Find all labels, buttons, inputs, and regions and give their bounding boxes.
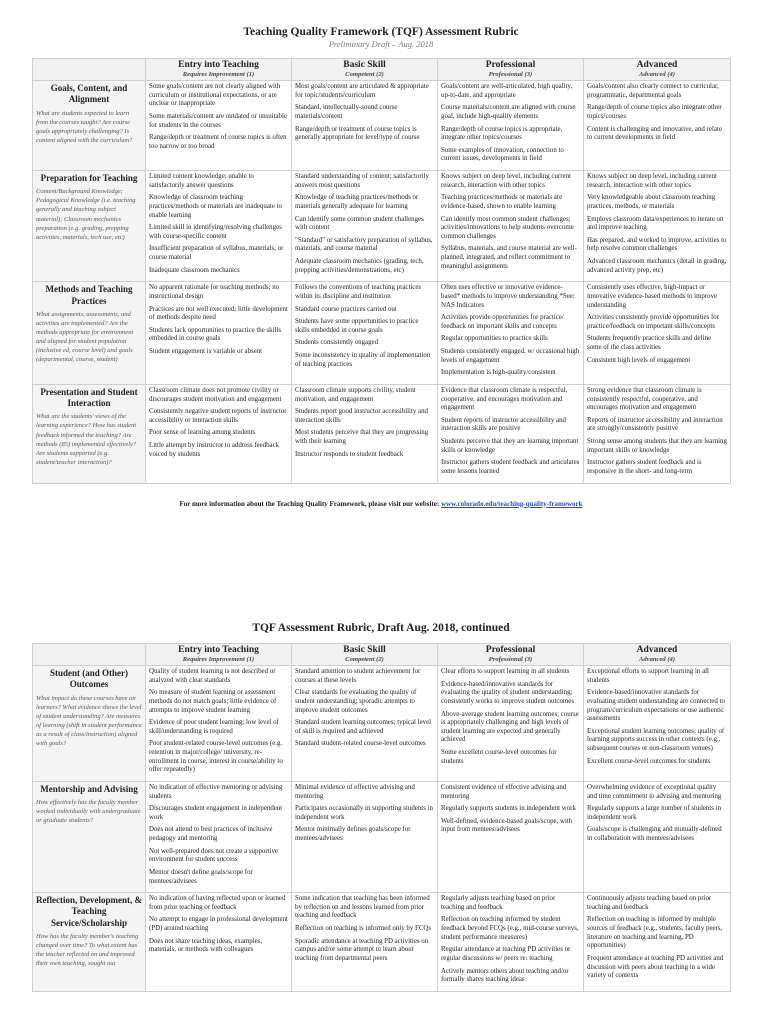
rubric-row [33,666,731,782]
rubric-statement: Knowledge of classroom teaching practices/methods or materials are inadequate to enable learning [149,194,282,219]
rubric-statement: Teaching practices/methods or materials are evidence-based, shown to enable learning [441,194,563,210]
footnote [32,500,730,508]
level-name: Basic Skill [343,645,386,655]
rubric-statement: Most students perceive that they are progressing with their learning [295,429,429,445]
rubric-statement: Limited content knowledge; unable to satisfactorily answer questions [149,173,254,189]
rubric-statement: Students have some opportunities to practice skills embedded in course goals [295,318,419,334]
rubric-statement: Some materials/content are outdated or unsuitable for students in the courses [149,112,287,129]
criterion-name: Methods and Teaching Practices [45,284,133,306]
rubric-cell [146,171,292,282]
rubric-statement: Knows subject on deep level, including current research, interaction with other topics [441,173,571,189]
rubric-statement: Goals/scope is challenging and mutually-defined in collaboration with mentees/advisees [587,826,722,842]
level-sub: Competent (2) [345,656,384,663]
level-header [292,59,438,81]
criterion-name: Student (and Other) Outcomes [49,668,128,690]
level-header [584,59,731,81]
rubric-statement: Most goals/content are articulated & appropriate for topic/students/curriculum [295,83,429,99]
rubric-row [33,282,731,385]
rubric-statement: Practices are not well executed; little development of methods despite need [149,305,288,322]
rubric-statement: Follows the conventions of teaching practices within its discipline and institution [295,284,422,300]
rubric-cell [146,384,292,483]
rubric-row [33,893,731,992]
rubric-statement: Consistent evidence of effective advising and mentoring [441,783,567,800]
rubric-cell [292,781,438,892]
rubric-statement: Advanced classroom mechanics (detail in grading, advanced activity prep, etc) [587,258,727,274]
level-sub: Advanced (4) [638,656,676,663]
rubric-statement: Classroom climate does not promote civility or discourages student motivation and engagement [149,386,282,403]
criterion-question: How has the faculty member's teaching changed over time? To what extent has the teacher reflected on and improved their own teaching, sought out [36,932,139,968]
rubric-cell [292,171,438,282]
header-corner [33,644,146,666]
rubric-statement: Evidence-based/innovative standards for evaluating the quality of student understanding; consistently works to improve student outcomes [441,680,575,705]
rubric-statement: No indication of having reflected upon or learned from prior teaching or feedback [149,895,286,911]
rubric-statement: Reports of instructor accessibility and interaction are strongly/consistently positive [587,416,723,433]
rubric-statement: Consistently uses effective, high-impact or innovative evidence-based methods to improve understanding [587,284,718,309]
rubric-body-2 [33,666,731,992]
level-sub: Professional (3) [488,71,533,78]
criterion-cell [33,893,146,992]
rubric-statement: Evidence of poor student learning; low level of skill/understanding is required [149,719,279,735]
level-name: Basic Skill [343,60,386,70]
rubric-cell [584,171,731,282]
level-sub: Advanced (4) [638,71,676,78]
level-name: Entry into Teaching [178,645,259,655]
rubric-statement: Often uses effective or innovative evidence-based* methods to improve understanding *See: NAS Indicators [441,284,575,309]
rubric-statement: Content is challenging and innovative, and relate to current developments in field [587,125,722,142]
criterion-question: What are the students' views of the learning experience? How has student feedback informed the teaching? Are methods (85) implemented effectively? Are students supported (e.g. student/teacher interaction)? [36,413,137,466]
website-link[interactable]: www.colorado.edu/teaching-quality-framework [440,499,583,508]
rubric-statement: Some examples of innovation, connection to current issues, developments in field [441,146,564,163]
rubric-statement: Evidence-based/innovative standards for evaluating student understanding are connected to program/curriculum expectations or use authentic assessments [587,689,725,723]
rubric-statement: Does not attend to best practices of inclusive pedagogy and mentoring [149,826,273,842]
rubric-statement: Can identify some common student challenges with content [295,215,424,232]
criterion-cell [33,282,146,385]
rubric-cell [584,384,731,483]
rubric-statement: Standard student-related course-level outcomes [295,740,426,748]
rubric-statement: Some indication that teaching has been informed by reflection on and lessons learned from prior teaching and feedback [295,895,430,920]
rubric-statement: Clear efforts to support learning in all students [441,668,570,675]
rubric-statement: Knows subject on deep level, including current research, interaction with other topics [587,173,717,189]
rubric-statement: Some excellent course-level outcomes for students [441,749,557,765]
rubric-statement: Reflection on teaching informed by student feedback beyond FCQs (e.g., mid-course surveys, student performance measures) [441,916,579,941]
rubric-statement: Poor sense of learning among students [149,429,256,437]
rubric-statement: Participates occasionally in supporting students in independent work [295,805,433,821]
level-name: Professional [485,60,536,70]
level-name: Advanced [636,60,678,70]
level-name: Entry into Teaching [178,60,259,70]
rubric-statement: Overwhelming evidence of exceptional quality and time commitment to advising and mentoring [587,783,722,800]
rubric-statement: No apparent rationale for teaching methods; no instructional design [149,284,280,300]
rubric-statement: Classroom climate supports civility, student motivation, and engagement [295,386,416,403]
level-header [292,644,438,666]
rubric-statement: Students perceive that they are learning important skills or knowledge [441,438,579,454]
rubric-cell [438,171,584,282]
rubric-cell [292,666,438,782]
header-corner [33,59,146,81]
rubric-statement: Syllabus, materials, and course material are well-planned, integrated, and reflect commitment to meaningful assignments [441,245,577,270]
rubric-statement: Exceptional efforts to support learning in all students [587,668,709,684]
rubric-cell [146,781,292,892]
rubric-statement: Regularly adjusts teaching based on prior teaching and feedback [441,895,556,911]
rubric-cell [438,384,584,483]
rubric-statement: Range/depth or treatment of course topics is often too narrow or too broad [149,134,287,150]
rubric-statement: Some inconsistency in quality of implementation of teaching practices [295,352,431,368]
rubric-statement: Students lack opportunities to practice the skills embedded in course goals [149,326,282,343]
rubric-statement: Implementation is high-quality/consistent [441,369,556,377]
rubric-statement: Knowledge of teaching practices/methods or materials generally adequate for learning [295,194,419,210]
rubric-statement: Student engagement is variable or absent [149,348,263,355]
rubric-statement: Inadequate classroom mechanics [149,266,240,274]
level-header [146,644,292,666]
rubric-statement: Mentor minimally defines goals/scope for mentees/advisees [295,826,411,842]
rubric-cell [292,384,438,483]
rubric-statement: Above-average student learning outcomes; course is appropriately challenging and high levels of student learning are expected and generally achieved [441,710,579,744]
rubric-statement: Very knowledgeable about classroom teaching practices, methods, or materials [587,194,716,210]
rubric-cell [146,666,292,782]
page-title: Teaching Quality Framework (TQF) Assessment Rubric [243,26,519,38]
rubric-statement: Poor student-related course-level outcomes (e.g. retention in major/college/ university, re-enrollment in course, interest in course/ability to offer repeatedly) [149,740,283,774]
rubric-statement: Standard attention to student achievement for courses at these levels [295,668,421,684]
rubric-statement: Standard course practices carried out [295,305,397,313]
criterion-cell [33,781,146,892]
rubric-statement: Consistently negative student reports of instructor accessibility or interaction skills [149,408,287,424]
rubric-cell [292,893,438,992]
rubric-page-1 [32,26,730,508]
level-header [438,644,584,666]
rubric-statement: Regular opportunities to practice skills [441,335,548,343]
rubric-cell [146,893,292,992]
page-title: TQF Assessment Rubric, Draft Aug. 2018, continued [252,622,510,634]
rubric-statement: Well-defined, evidence-based goals/scope, with input from mentees/advisees [441,817,573,834]
rubric-statement: Has prepared, and worked to improve, activities to help resolve common challenges [587,236,727,253]
level-sub: Requires Improvement (1) [182,656,255,663]
rubric-statement: Students consistently engaged, w/ occasional high levels of engagement [441,348,580,364]
rubric-cell [584,781,731,892]
rubric-statement: Reflection on teaching is informed only by FCQs [295,925,432,932]
rubric-statement: Discourages student engagement in independent work [149,805,283,821]
rubric-row [33,171,731,282]
rubric-statement: No attempt to engage in professional development (PD) around teaching [149,916,288,932]
rubric-statement: Mentor doesn't define goals/scope for mentees/advisees [149,868,253,885]
criterion-question: What impact do these courses have on learners? What evidence shows the level of student understanding? Are measures of learning (shift in student performance as a result of class/instruction) aligned with goals? [36,694,142,747]
rubric-cell [438,893,584,992]
criterion-name: Presentation and Student Interaction [40,386,138,409]
rubric-statement: Insufficient preparation of syllabus, materials, or course material [149,245,284,261]
rubric-statement: Student reports of instructor accessibility and interaction skills are positive [441,416,566,433]
rubric-cell [584,81,731,171]
level-name: Advanced [636,645,678,655]
rubric-statement: Limited skill in identifying/resolving challenges with course-specific content [149,224,282,240]
rubric-cell [146,81,292,171]
rubric-statement: Range/depth or treatment of course topics is generally appropriate for level/type of course [295,125,420,142]
rubric-statement: Range/depth of course topics is appropriate, integrate other topics/courses [441,125,563,142]
criterion-question: What assignments, assessments, and activities are implemented? Are the methods appropriate for environment and aligned for student population (inclusive ed, course level) and goals (departmental, course, student) [36,310,134,364]
rubric-statement: No measure of student learning or assessment methods do not match goals; little evidence of attempts to improve student learning [149,689,277,714]
rubric-statement: Range/depth of course topics also integrate other topics/courses [587,104,722,120]
rubric-statement: Activities provide opportunities for practice/ feedback on important skills and concepts [441,314,564,330]
criterion-cell [33,384,146,483]
rubric-statement: Some goals/content are not clearly aligned with curriculum or institutional expectations, or are unclear or inappropriate [149,83,281,108]
rubric-statement: Little attempt by instructor to address feedback voiced by students [149,442,280,458]
rubric-statement: Sporadic attendance at teaching PD activities on campus and/or some attempt to learn about teaching from departmental peers [295,937,429,962]
rubric-statement: Strong sense among students that they are learning important skills or knowledge [587,438,727,454]
criterion-cell [33,666,146,782]
level-sub: Requires Improvement (1) [182,71,255,78]
rubric-cell [438,282,584,385]
rubric-statement: Not well-prepared does not create a supportive environment for student success [149,847,278,864]
criterion-question: What are students expected to learn from the courses taught? Are course goals appropriately challenging? Is content aligned with the curriculum? [36,109,133,144]
rubric-statement: Exceptional student learning outcomes; quality of learning supports success in other contexts (e.g., subsequent courses or non-classroom venues) [587,727,725,752]
rubric-cell [438,781,584,892]
rubric-statement: Regular attendance at teaching PD activities or regular discussions w/ peers re: teaching [441,946,571,962]
rubric-statement: Clear standards for evaluating the quality of student understanding; sporadic attempts to improve student outcomes [295,689,417,714]
rubric-body-1 [33,81,731,484]
rubric-cell [292,282,438,385]
footnote-text: For more information about the Teaching Quality Framework, please visit our website: [179,499,440,508]
level-header [584,644,731,666]
rubric-statement: Goals/content are well-articulated, high quality, up-to-date, and appropriate [441,83,573,99]
rubric-table-1 [32,58,731,484]
rubric-statement: Minimal evidence of effective advising and mentoring [295,783,415,800]
criterion-question: How effectively has the faculty member worked individually with undergraduate or graduate students? [36,799,141,825]
rubric-cell [438,666,584,782]
rubric-cell [146,282,292,385]
rubric-statement: Quality of student learning is not described or analyzed with clear standards [149,668,276,684]
criterion-cell [33,171,146,282]
rubric-statement: Students consistently engaged [295,339,379,347]
rubric-cell [584,893,731,992]
rubric-statement: Instructor responds to student feedback [295,450,404,458]
rubric-row [33,781,731,892]
rubric-statement: Actively mentors others about teaching and/or formally shares teaching ideas [441,967,569,984]
rubric-page-2 [32,622,730,992]
rubric-statement: Can identify most common student challenges; activities/innovations to help students overcome common challenges [441,215,574,240]
rubric-statement: Excellent course-level outcomes for students [587,757,711,765]
rubric-statement: Frequent attendance at teaching PD activities and discussion with peers about teaching in a wide variety of contexts [587,954,724,980]
rubric-statement: Standard student learning outcomes; typical level of skill is required and achieved [295,719,432,735]
rubric-statement: Students report good instructor accessibility and interaction skills [295,408,429,424]
rubric-cell [292,81,438,171]
rubric-statement: Regularly supports a large number of students in independent work [587,805,722,821]
rubric-statement: Instructor gathers student feedback and is responsive in the short- and long-term [587,459,702,475]
criterion-name: Mentorship and Advising [40,783,138,794]
criterion-question: Content/Background Knowledge; Pedagogical Knowledge (i.e. teaching generally and teaching subject material); Classroom mechanics preparation (e.g. grading, prepping activities, materials, tech use, etc) [36,188,136,241]
level-sub: Professional (3) [488,656,533,663]
rubric-statement: Activities consistently provide opportunities for practice/feedback on important skills/concepts [587,314,720,330]
rubric-statement: Reflection on teaching is informed by multiple sources of feedback (e.g., students, faculty peers, literature on teaching and learning, PD opportunities) [587,916,723,950]
criterion-cell [33,81,146,171]
rubric-row [33,384,731,483]
rubric-statement: No indication of effective mentoring or advising students [149,783,283,800]
rubric-statement: Regularly supports students in independent work [441,805,576,813]
page-subtitle: Preliminary Draft – Aug. 2018 [328,39,434,49]
rubric-cell [438,81,584,171]
rubric-statement: Course materials/content are aligned with course goal, include high-quality elements [441,104,576,120]
rubric-cell [584,282,731,385]
rubric-statement: Strong evidence that classroom climate is consistently respectful, cooperative, and encourages motivation and engagement [587,386,702,412]
rubric-statement: Employs classroom data/experiences to iterate on and improve teaching [587,215,724,232]
level-header [146,59,292,81]
rubric-statement: Does not share teaching ideas, examples, materials, or methods with colleagues [149,937,263,954]
rubric-statement: Consistent high levels of engagement [587,356,691,364]
rubric-statement: Students frequently practice skills and define some of the class activities [587,335,712,351]
rubric-statement: Evidence that classroom climate is respectful, cooperative, and encourages motivation and engagement [441,386,568,412]
level-header-row [33,59,731,81]
criterion-name: Preparation for Teaching [40,173,138,183]
level-header [438,59,584,81]
level-header-row [33,644,731,666]
criterion-name: Reflection, Development, & Teaching Service/Scholarship [36,895,142,928]
rubric-table-2 [32,643,731,992]
rubric-statement: Standard understanding of content; satisfactorily answers most questions [295,173,429,189]
rubric-statement: Standard, intellectually-sound course materials/content [295,104,398,120]
rubric-statement: Adequate classroom mechanics (grading, tech, prepping activities/demonstrations, etc) [295,258,424,274]
level-sub: Competent (2) [345,71,384,78]
level-name: Professional [485,645,536,655]
rubric-row [33,81,731,171]
rubric-cell [584,666,731,782]
rubric-statement: "Standard" or satisfactory preparation of syllabus, materials, and course material [295,236,433,253]
criterion-name: Goals, Content, and Alignment [50,83,128,105]
rubric-statement: Continuously adjusts teaching based on prior teaching and feedback [587,895,712,911]
rubric-statement: Instructor gathers student feedback and articulates some lessons learned [441,459,580,475]
rubric-statement: Goals/content also clearly connect to curricular, programmatic, departmental goals [587,83,719,99]
